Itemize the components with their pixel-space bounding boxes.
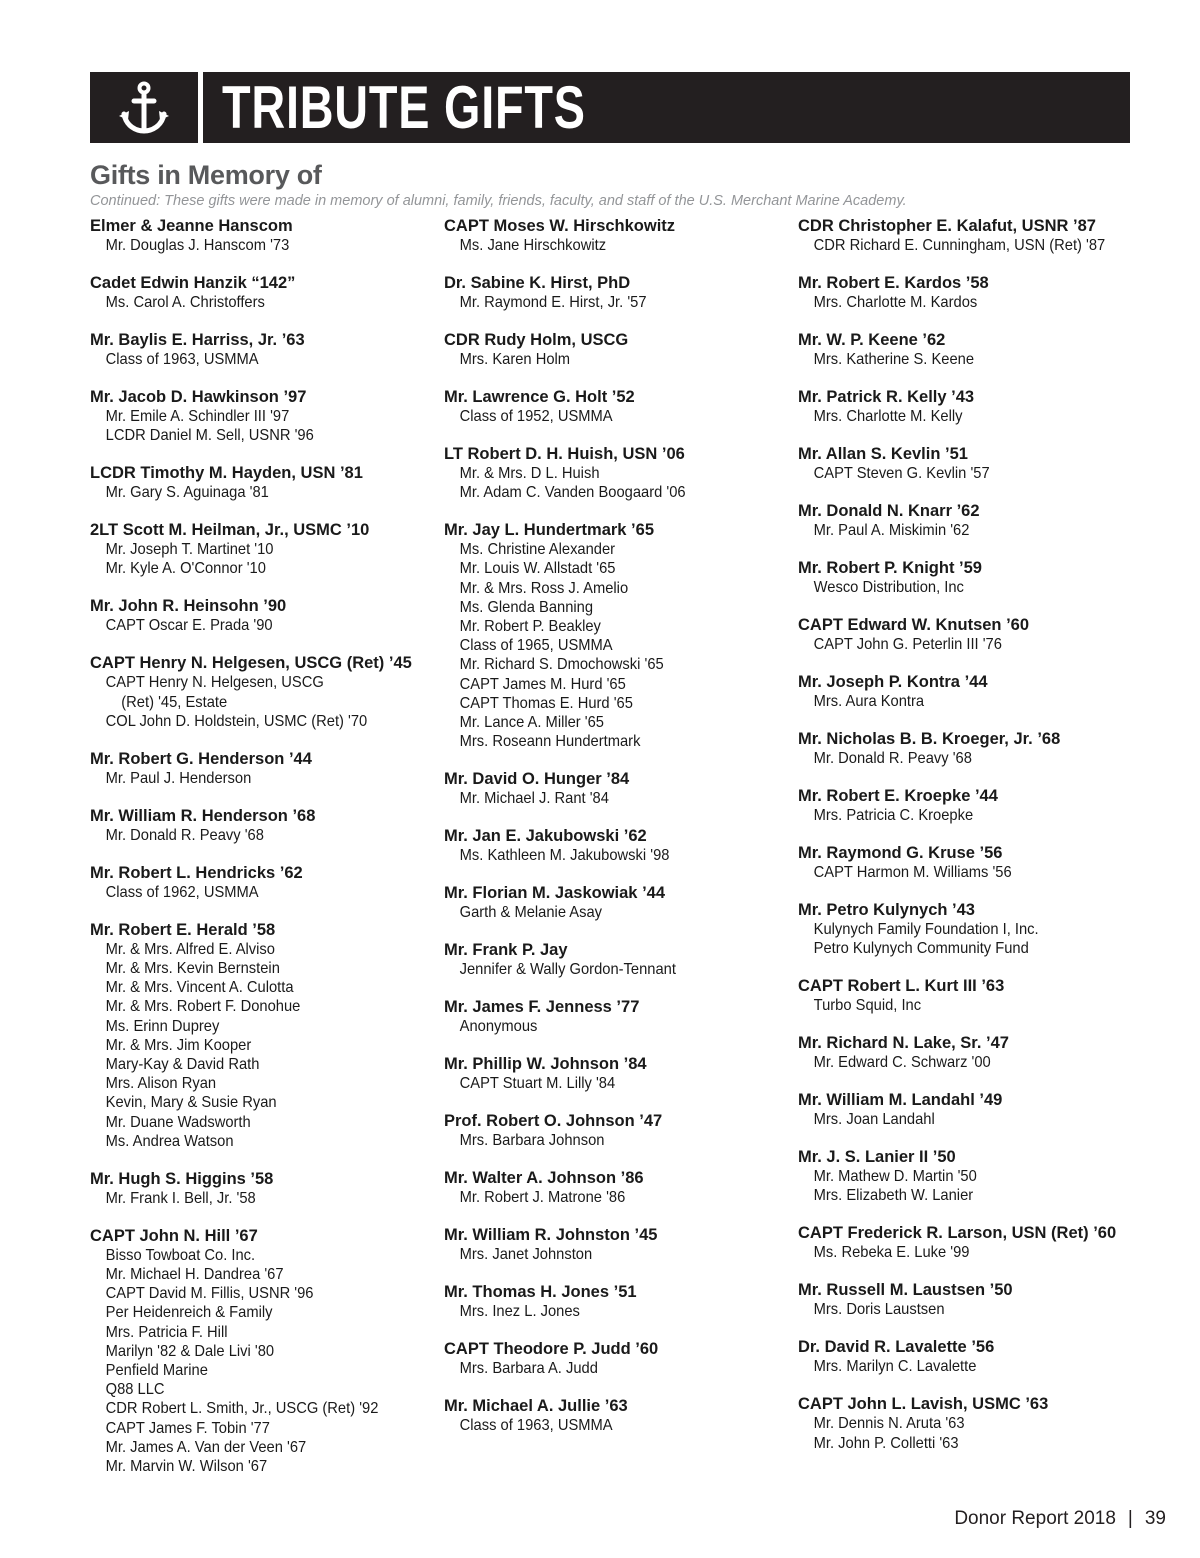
donor-name: Mrs. Janet Johnston xyxy=(459,1246,593,1264)
donor-name: Mr. Dennis N. Aruta '63 xyxy=(813,1415,965,1433)
memorial-entry xyxy=(798,1337,1148,1376)
honoree-name: CAPT John N. Hill ’67 xyxy=(90,1226,258,1245)
honoree-name: Mr. Donald N. Knarr ’62 xyxy=(798,502,980,520)
honoree-name: Mr. Robert E. Kardos ’58 xyxy=(798,274,989,292)
donor-name: CAPT Henry N. Helgesen, USCG xyxy=(105,674,324,692)
donor-name: CAPT John G. Peterlin III '76 xyxy=(813,636,1002,653)
honoree-name: Mr. David O. Hunger ’84 xyxy=(444,770,630,789)
donor-name: Mr. Duane Wadsworth xyxy=(105,1113,251,1131)
donor-name: Mrs. Karen Holm xyxy=(459,351,571,368)
memorial-entry xyxy=(444,1111,794,1150)
memorial-entry xyxy=(798,1280,1148,1319)
section-subtitle: Continued: These gifts were made in memory of alumni, family, friends, faculty, and staff of the U.S. Merchant Marine Academy. xyxy=(90,193,907,209)
donor-name: Ms. Glenda Banning xyxy=(459,598,594,616)
memorial-entry xyxy=(444,997,794,1036)
donor-name: Ms. Jane Hirschkowitz xyxy=(459,237,607,254)
memorial-entry xyxy=(798,1223,1148,1262)
donor-name: Ms. Christine Alexander xyxy=(459,541,616,559)
donor-name: CAPT Oscar E. Prada '90 xyxy=(105,617,273,635)
memorial-entry xyxy=(444,1168,794,1207)
memorial-entry xyxy=(798,672,1148,711)
donor-name: Turbo Squid, Inc xyxy=(813,997,922,1015)
memorial-entry xyxy=(798,330,1148,369)
memorial-entry xyxy=(90,520,440,578)
memorial-entry xyxy=(798,216,1148,255)
honoree-name: Mr. Baylis E. Harriss, Jr. ’63 xyxy=(90,331,305,349)
honoree-name: Mr. Patrick R. Kelly ’43 xyxy=(798,388,975,406)
donor-name: Mrs. Joan Landahl xyxy=(813,1111,935,1129)
memorial-entry xyxy=(798,558,1148,597)
donor-name: Per Heidenreich & Family xyxy=(105,1304,273,1322)
donor-name: CAPT James M. Hurd '65 xyxy=(459,675,626,693)
column-1 xyxy=(90,216,440,1494)
donor-name: Mr. Kyle A. O'Connor '10 xyxy=(105,560,266,578)
honoree-name: Mr. Raymond G. Kruse ’56 xyxy=(798,844,1003,862)
donor-name: Garth & Melanie Asay xyxy=(459,904,603,922)
memorial-entry xyxy=(90,653,440,731)
donor-name: Mr. & Mrs. Alfred E. Alviso xyxy=(105,940,275,958)
honoree-name: Dr. David R. Lavalette ’56 xyxy=(798,1338,995,1357)
page-footer xyxy=(954,1508,1166,1530)
memorial-entry xyxy=(90,1226,440,1476)
donor-name: Anonymous xyxy=(459,1018,538,1036)
memorial-entry xyxy=(798,387,1148,426)
honoree-name: Prof. Robert O. Johnson ’47 xyxy=(444,1112,663,1131)
donor-name: Mrs. Barbara A. Judd xyxy=(459,1360,598,1378)
memorial-entry xyxy=(798,273,1148,312)
honoree-name: Mr. Phillip W. Johnson ’84 xyxy=(444,1055,647,1074)
memorial-entry xyxy=(90,273,440,312)
memorial-entry xyxy=(444,1339,794,1378)
donor-name: Mr. Robert J. Matrone '86 xyxy=(459,1189,626,1207)
donor-name: Ms. Kathleen M. Jakubowski '98 xyxy=(459,847,670,865)
honoree-name: Mr. William R. Johnston ’45 xyxy=(444,1226,658,1245)
donor-name: Mr. & Mrs. Ross J. Amelio xyxy=(459,579,629,597)
donor-name: (Ret) '45, Estate xyxy=(121,693,228,711)
donor-name: Mr. Edward C. Schwarz '00 xyxy=(813,1054,991,1072)
memorial-entry xyxy=(444,826,794,865)
memorial-entry xyxy=(90,863,440,902)
donor-name: Kevin, Mary & Susie Ryan xyxy=(105,1094,277,1112)
honoree-name: Mr. Lawrence G. Holt ’52 xyxy=(444,388,635,406)
honoree-name: Mr. Richard N. Lake, Sr. ’47 xyxy=(798,1034,1009,1053)
donor-name: Wesco Distribution, Inc xyxy=(813,579,964,596)
honoree-name: Mr. Robert E. Kroepke ’44 xyxy=(798,787,998,805)
honoree-name: CAPT Moses W. Hirschkowitz xyxy=(444,217,676,235)
header-divider xyxy=(198,72,203,143)
honoree-name: Mr. J. S. Lanier II ’50 xyxy=(798,1148,956,1167)
donor-name: Ms. Rebeka E. Luke '99 xyxy=(813,1244,970,1262)
donor-name: CDR Richard E. Cunningham, USN (Ret) '87 xyxy=(813,237,1106,254)
donor-name: Mrs. Marilyn C. Lavalette xyxy=(813,1358,977,1376)
section-title: Gifts in Memory of xyxy=(90,160,322,190)
donor-name: Mrs. Elizabeth W. Lanier xyxy=(813,1187,974,1205)
honoree-name: Dr. Sabine K. Hirst, PhD xyxy=(444,274,631,292)
honoree-name: 2LT Scott M. Heilman, Jr., USMC ’10 xyxy=(90,521,370,540)
honoree-name: Mr. Jan E. Jakubowski ’62 xyxy=(444,827,647,846)
memorial-entry xyxy=(444,330,794,369)
honoree-name: Mr. Russell M. Laustsen ’50 xyxy=(798,1281,1013,1300)
donor-name: Mrs. Roseann Hundertmark xyxy=(459,733,641,751)
donor-name: CAPT James F. Tobin '77 xyxy=(105,1419,270,1437)
donor-name: Mrs. Aura Kontra xyxy=(813,693,925,710)
donor-name: Mr. Mathew D. Martin '50 xyxy=(813,1168,977,1186)
donor-name: Mr. Donald R. Peavy '68 xyxy=(105,826,264,844)
memorial-entry xyxy=(90,1169,440,1208)
honoree-name: Mr. John R. Heinsohn ’90 xyxy=(90,597,287,616)
memorial-entry xyxy=(90,463,440,502)
donor-name: Mrs. Barbara Johnson xyxy=(459,1132,605,1150)
honoree-name: LT Robert D. H. Huish, USN ’06 xyxy=(444,445,685,463)
donor-name: Mrs. Katherine S. Keene xyxy=(813,351,975,368)
donor-name: Penfield Marine xyxy=(105,1362,208,1380)
donor-name: Mr. & Mrs. Jim Kooper xyxy=(105,1036,252,1054)
donor-name: Class of 1963, USMMA xyxy=(105,351,259,368)
donor-name: Mrs. Patricia F. Hill xyxy=(105,1323,228,1341)
memorial-entry xyxy=(444,1282,794,1321)
donor-name: Mr. Adam C. Vanden Boogaard '06 xyxy=(459,484,686,502)
donor-name: Mr. & Mrs. Kevin Bernstein xyxy=(105,960,280,978)
honoree-name: Mr. Jacob D. Hawkinson ’97 xyxy=(90,388,307,406)
donor-name: CDR Robert L. Smith, Jr., USCG (Ret) '92 xyxy=(105,1400,379,1418)
memorial-entry xyxy=(90,749,440,788)
donor-name: Q88 LLC xyxy=(105,1381,165,1399)
donor-name: Mr. Gary S. Aguinaga '81 xyxy=(105,484,269,502)
donor-name: Mary-Kay & David Rath xyxy=(105,1056,260,1074)
honoree-name: Cadet Edwin Hanzik “142” xyxy=(90,274,296,292)
column-2 xyxy=(444,216,794,1453)
donor-name: Mr. Michael J. Rant '84 xyxy=(459,790,609,808)
honoree-name: Mr. Petro Kulynych ’43 xyxy=(798,901,975,919)
donor-name: CAPT Harmon M. Williams '56 xyxy=(813,864,1012,881)
donor-name: Class of 1952, USMMA xyxy=(459,408,613,425)
memorial-entry xyxy=(444,769,794,808)
memorial-entry xyxy=(444,216,794,255)
donor-name: Mr. Paul J. Henderson xyxy=(105,769,252,787)
honoree-name: Mr. Thomas H. Jones ’51 xyxy=(444,1283,637,1302)
memorial-entry xyxy=(90,806,440,845)
donor-name: COL John D. Holdstein, USMC (Ret) '70 xyxy=(105,712,368,730)
donor-name: Mr. Louis W. Allstadt '65 xyxy=(459,560,616,578)
memorial-entry xyxy=(798,976,1148,1015)
memorial-entry xyxy=(444,520,794,751)
honoree-name: Mr. Robert L. Hendricks ’62 xyxy=(90,863,303,882)
donor-name: Mr. Michael H. Dandrea '67 xyxy=(105,1266,284,1284)
donor-name: Mr. Donald R. Peavy '68 xyxy=(813,750,972,767)
donor-name: Mr. Joseph T. Martinet '10 xyxy=(105,541,274,559)
honoree-name: Mr. Robert G. Henderson ’44 xyxy=(90,749,312,768)
donor-name: Bisso Towboat Co. Inc. xyxy=(105,1246,256,1264)
honoree-name: CAPT Edward W. Knutsen ’60 xyxy=(798,616,1030,634)
memorial-entry xyxy=(90,330,440,369)
memorial-entry xyxy=(798,1147,1148,1205)
honoree-name: Elmer & Jeanne Hanscom xyxy=(90,217,293,235)
donor-name: Mrs. Charlotte M. Kardos xyxy=(813,294,978,311)
memorial-entry xyxy=(798,1394,1148,1452)
honoree-name: Mr. Joseph P. Kontra ’44 xyxy=(798,673,988,691)
donor-name: Kulynych Family Foundation I, Inc. xyxy=(813,921,1039,938)
honoree-name: Mr. Walter A. Johnson ’86 xyxy=(444,1169,644,1188)
donor-name: Mr. Paul A. Miskimin '62 xyxy=(813,522,970,539)
honoree-name: Mr. Allan S. Kevlin ’51 xyxy=(798,445,968,463)
honoree-name: CDR Rudy Holm, USCG xyxy=(444,331,629,349)
donor-name: Mrs. Charlotte M. Kelly xyxy=(813,408,963,425)
donor-name: Mrs. Doris Laustsen xyxy=(813,1301,945,1319)
honoree-name: Mr. Jay L. Hundertmark ’65 xyxy=(444,521,654,540)
donor-name: CAPT Stuart M. Lilly '84 xyxy=(459,1075,616,1093)
honoree-name: Mr. Michael A. Jullie ’63 xyxy=(444,1397,628,1416)
honoree-name: Mr. Robert E. Herald ’58 xyxy=(90,920,276,939)
donor-name: Mr. Lance A. Miller '65 xyxy=(459,714,604,732)
page-header xyxy=(90,72,1130,143)
donor-name: Mr. Douglas J. Hanscom '73 xyxy=(105,237,290,254)
honoree-name: Mr. Frank P. Jay xyxy=(444,941,568,960)
memorial-entry xyxy=(798,843,1148,882)
honoree-name: CAPT Henry N. Helgesen, USCG (Ret) ’45 xyxy=(90,654,412,673)
footer-separator: | xyxy=(1127,1508,1133,1529)
memorial-entry xyxy=(798,444,1148,483)
honoree-name: LCDR Timothy M. Hayden, USN ’81 xyxy=(90,464,363,483)
memorial-entry xyxy=(444,883,794,922)
donor-name: LCDR Daniel M. Sell, USNR '96 xyxy=(105,427,314,445)
honoree-name: CAPT John L. Lavish, USMC ’63 xyxy=(798,1395,1049,1414)
memorial-entry xyxy=(798,900,1148,958)
donor-name: Marilyn '82 & Dale Livi '80 xyxy=(105,1342,275,1360)
memorial-entry xyxy=(90,387,440,445)
honoree-name: CDR Christopher E. Kalafut, USNR ’87 xyxy=(798,217,1096,235)
honoree-name: Mr. Hugh S. Higgins ’58 xyxy=(90,1169,274,1188)
donor-name: Mr. James A. Van der Veen '67 xyxy=(105,1438,307,1456)
donor-name: Mr. Robert P. Beakley xyxy=(459,618,601,636)
donor-name: Ms. Andrea Watson xyxy=(105,1132,234,1150)
page-number: 39 xyxy=(1144,1508,1166,1529)
memorial-entry xyxy=(444,1225,794,1264)
donor-name: Jennifer & Wally Gordon-Tennant xyxy=(459,961,676,979)
honoree-name: CAPT Theodore P. Judd ’60 xyxy=(444,1340,659,1359)
honoree-name: CAPT Frederick R. Larson, USN (Ret) ’60 xyxy=(798,1224,1117,1243)
memorial-entry xyxy=(798,729,1148,768)
honoree-name: Mr. Florian M. Jaskowiak ’44 xyxy=(444,884,666,903)
honoree-name: Mr. Nicholas B. B. Kroeger, Jr. ’68 xyxy=(798,730,1061,748)
donor-name: Mr. Marvin W. Wilson '67 xyxy=(105,1458,268,1476)
anchor-icon xyxy=(90,72,198,143)
footer-report-title: Donor Report 2018 xyxy=(954,1508,1116,1529)
honoree-name: Mr. William R. Henderson ’68 xyxy=(90,806,316,825)
honoree-name: Mr. James F. Jenness ’77 xyxy=(444,998,640,1017)
donor-name: Mr. & Mrs. Vincent A. Culotta xyxy=(105,979,294,997)
memorial-entry xyxy=(444,387,794,426)
donor-name: Mr. Raymond E. Hirst, Jr. '57 xyxy=(459,294,647,311)
memorial-entry xyxy=(444,940,794,979)
donor-name: CAPT David M. Fillis, USNR '96 xyxy=(105,1285,314,1303)
donor-name: Mrs. Patricia C. Kroepke xyxy=(813,807,974,824)
donor-name: Mr. Emile A. Schindler III '97 xyxy=(105,408,290,425)
donor-name: Mrs. Alison Ryan xyxy=(105,1075,217,1093)
donor-name: Mr. Frank I. Bell, Jr. '58 xyxy=(105,1189,256,1207)
memorial-entry xyxy=(444,444,794,502)
memorial-entry xyxy=(90,216,440,255)
honoree-name: Mr. Robert P. Knight ’59 xyxy=(798,559,982,577)
honoree-name: CAPT Robert L. Kurt III ’63 xyxy=(798,977,1005,996)
memorial-entry xyxy=(90,920,440,1151)
memorial-entry xyxy=(798,1090,1148,1129)
donor-name: Class of 1963, USMMA xyxy=(459,1417,613,1435)
donor-name: Mr. & Mrs. Robert F. Donohue xyxy=(105,998,301,1016)
memorial-entry xyxy=(798,1033,1148,1072)
donor-name: Mr. John P. Colletti '63 xyxy=(813,1434,959,1452)
memorial-entry xyxy=(798,501,1148,540)
memorial-entry xyxy=(798,786,1148,825)
honoree-name: Mr. W. P. Keene ’62 xyxy=(798,331,946,349)
donor-name: CAPT Thomas E. Hurd '65 xyxy=(459,694,633,712)
donor-name: Mrs. Inez L. Jones xyxy=(459,1303,580,1321)
donor-name: Mr. Richard S. Dmochowski '65 xyxy=(459,656,664,674)
honoree-name: Mr. William M. Landahl ’49 xyxy=(798,1091,1003,1110)
memorial-entry xyxy=(798,615,1148,654)
donor-name: Ms. Carol A. Christoffers xyxy=(105,294,265,311)
donor-name: CAPT Steven G. Kevlin '57 xyxy=(813,465,990,482)
page-title: TRIBUTE GIFTS xyxy=(222,74,586,141)
donor-name: Mr. & Mrs. D L. Huish xyxy=(459,465,600,482)
memorial-entry xyxy=(90,596,440,635)
memorial-entry xyxy=(444,273,794,312)
column-3 xyxy=(798,216,1148,1471)
memorial-entry xyxy=(444,1396,794,1435)
donor-name: Ms. Erinn Duprey xyxy=(105,1017,220,1035)
memorial-entry xyxy=(444,1054,794,1093)
donor-name: Petro Kulynych Community Fund xyxy=(813,940,1029,958)
donor-name: Class of 1965, USMMA xyxy=(459,637,613,655)
donor-name: Class of 1962, USMMA xyxy=(105,883,259,901)
